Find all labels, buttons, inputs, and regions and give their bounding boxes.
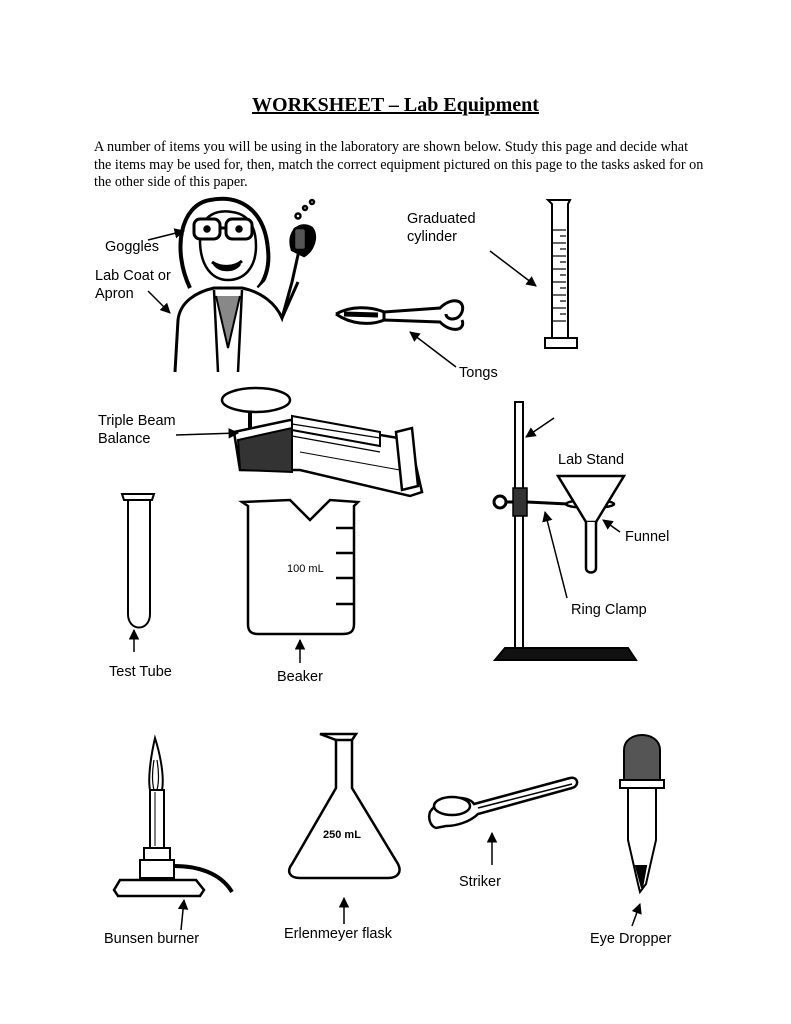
label-eye-dropper: Eye Dropper	[590, 931, 672, 947]
funnel-arrow	[603, 520, 620, 532]
lab-stand-illustration	[494, 402, 636, 660]
label-lab-stand: Lab Stand	[558, 452, 625, 468]
triple-beam-balance-illustration	[222, 388, 422, 496]
label-test-tube: Test Tube	[109, 664, 172, 680]
page-title: WORKSHEET – Lab Equipment	[252, 94, 539, 116]
graduated-cylinder-illustration	[545, 200, 577, 348]
eye-dropper-illustration	[620, 735, 664, 892]
eye-dropper-arrow	[632, 904, 640, 926]
label-lab-coat-line1: Lab Coat or	[95, 268, 171, 284]
funnel-illustration	[558, 476, 624, 573]
label-graduated-line1: Graduated	[407, 211, 476, 227]
label-tongs: Tongs	[459, 365, 498, 381]
label-graduated-line2: cylinder	[407, 229, 457, 245]
label-triple-beam-line2: Balance	[98, 431, 151, 447]
label-funnel: Funnel	[625, 529, 670, 545]
bunsen-burner-illustration	[114, 738, 232, 896]
test-tube-illustration	[122, 494, 154, 628]
tongs-illustration	[336, 301, 463, 330]
label-bunsen-burner: Bunsen burner	[104, 931, 200, 947]
ring-clamp-arrow	[545, 512, 567, 598]
label-lab-coat-line2: Apron	[95, 286, 134, 302]
flask-volume-mark: 250 mL	[323, 829, 361, 841]
graduated-cylinder-arrow	[490, 251, 536, 286]
erlenmeyer-flask-illustration	[289, 734, 399, 878]
label-striker: Striker	[459, 874, 501, 890]
striker-illustration	[429, 778, 577, 828]
tongs-arrow	[410, 332, 456, 367]
balance-arrow	[176, 433, 238, 435]
label-ring-clamp: Ring Clamp	[571, 602, 647, 618]
label-triple-beam-line1: Triple Beam	[98, 413, 176, 429]
intro-paragraph: A number of items you will be using in the laboratory are shown below. Study this page and decide what the items may be used for, then, match the correct equipment pictured on this page to the tasks asked for on the other side of this paper.	[94, 139, 704, 190]
label-goggles: Goggles	[105, 239, 160, 255]
bunsen-burner-arrow	[181, 900, 184, 930]
label-erlenmeyer-flask: Erlenmeyer flask	[284, 926, 392, 942]
lab-coat-arrow	[148, 291, 170, 313]
beaker-volume-mark: 100 mL	[287, 563, 324, 575]
scientist-illustration	[175, 199, 315, 372]
lab-stand-arrow	[526, 418, 554, 437]
label-beaker: Beaker	[277, 669, 323, 685]
